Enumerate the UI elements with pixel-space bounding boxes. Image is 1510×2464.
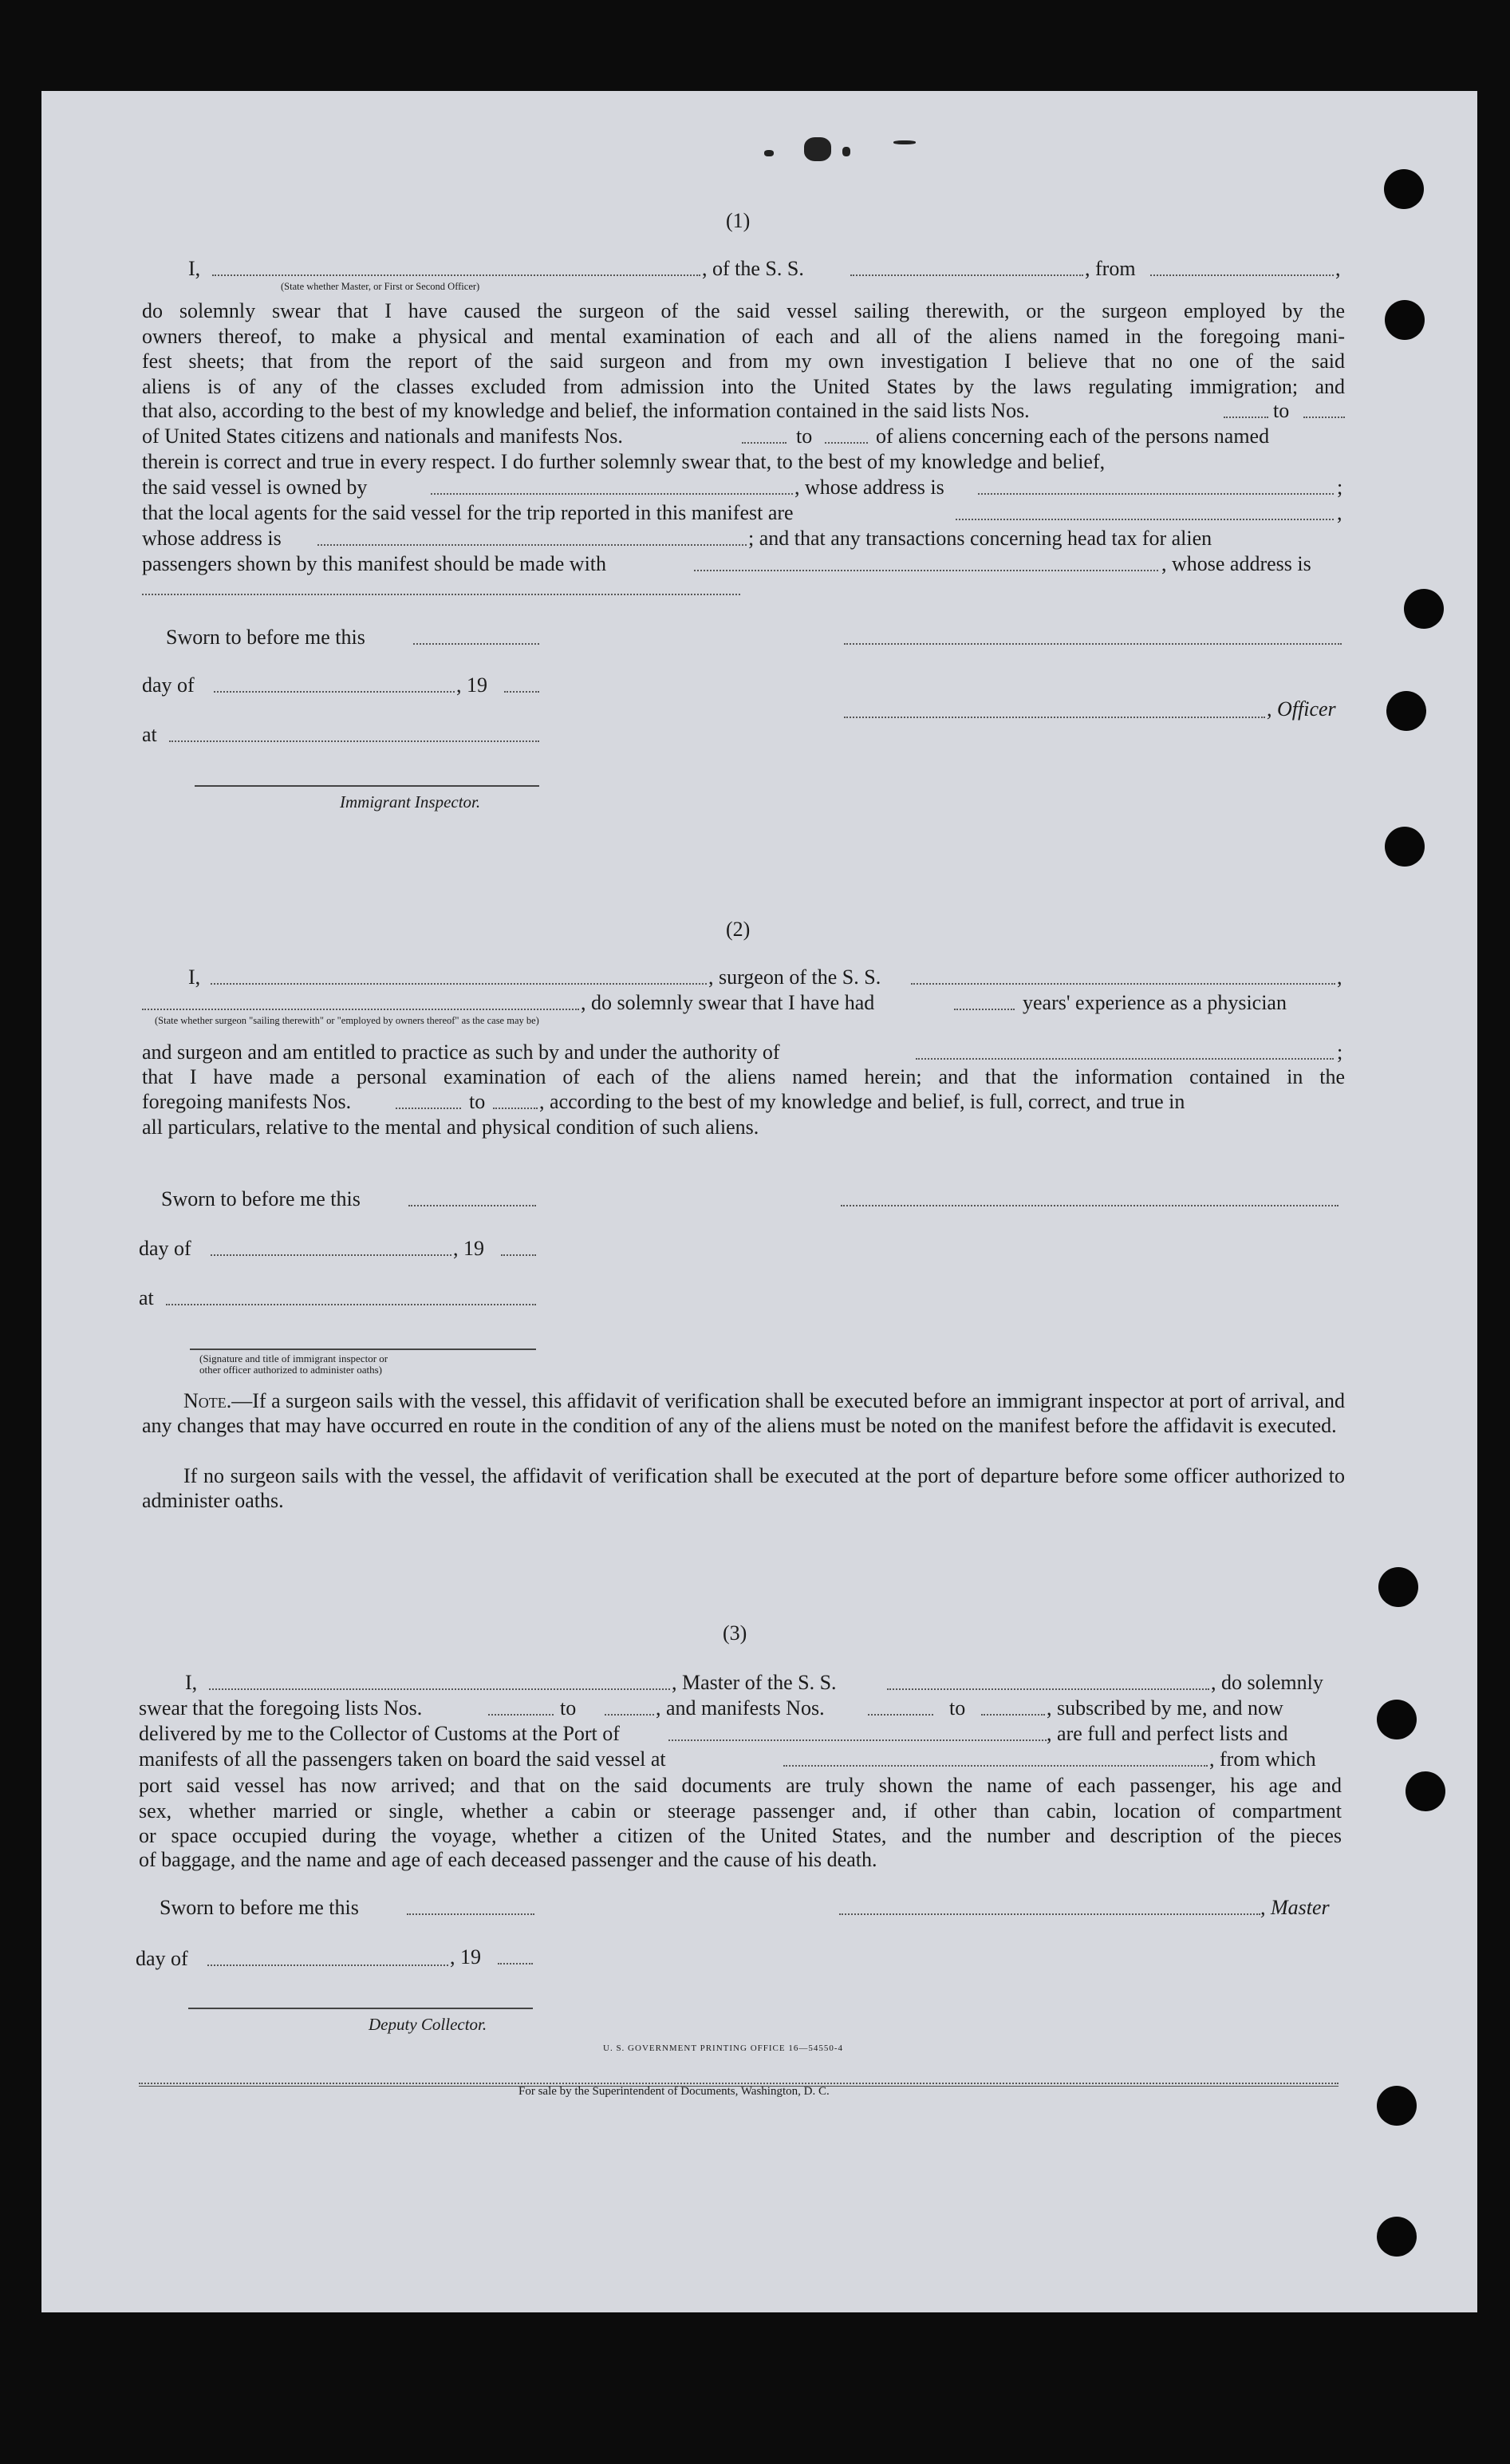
note-text: If no surgeon sails with the vessel, the affidavit of verification shall be executed at the port of departure before some officer authorized to administer oaths. (142, 1464, 1345, 1512)
officer-signature-field[interactable] (844, 717, 1265, 718)
form-text: years' experience as a physician (1023, 991, 1287, 1014)
form-text: or space occupied during the voyage, whether a citizen of the United States, and the number and description of the pieces (139, 1824, 1342, 1847)
owner-address-field[interactable] (978, 493, 1334, 495)
form-text: ; (1337, 1040, 1343, 1064)
departure-port-field[interactable] (1150, 274, 1334, 276)
ship-name-field[interactable] (850, 274, 1083, 276)
form-text: , (1337, 965, 1342, 989)
master-lists-to-field[interactable] (605, 1714, 654, 1716)
note-text: —If a surgeon sails with the vessel, this affidavit of verification shall be executed before an immigrant inspector at port of arrival, and any changes that may have occurred en route in the condition of any of the aliens must be noted on the manifest before the affidavit is executed. (142, 1389, 1345, 1437)
collector-signature-line[interactable] (188, 2008, 533, 2009)
surgeon-manifests-from-field[interactable] (396, 1108, 461, 1109)
practice-authority-field[interactable] (916, 1058, 1334, 1060)
form-text: sex, whether married or single, whether a cabin or steerage passenger and, if other than cabin, location of compartment (139, 1799, 1342, 1822)
header-ink-mark (804, 137, 831, 161)
master-lists-from-field[interactable] (488, 1714, 554, 1716)
years-experience-field[interactable] (954, 1009, 1015, 1010)
form-text: whose address is (142, 527, 282, 550)
form-text: port said vessel has now arrived; and that on the said documents are truly shown the name of each passenger, his age and (139, 1774, 1342, 1797)
form-text: to (1273, 399, 1290, 422)
form-text: , 19 (456, 673, 487, 697)
form-text: at (142, 723, 157, 746)
form-text: that I have made a personal examination of each of the aliens named herein; and that the information contained in the (142, 1065, 1345, 1088)
signature-line[interactable] (844, 643, 1342, 645)
form-text: Sworn to before me this (161, 1187, 361, 1210)
form-text: , of the S. S. (702, 257, 804, 280)
punch-hole (1404, 589, 1444, 629)
form-text: , whose address is (794, 476, 944, 499)
form-text: , according to the best of my knowledge and belief, is full, correct, and true in (539, 1090, 1185, 1113)
field-hint: other officer authorized to administer oaths) (199, 1364, 382, 1376)
form-text: , do solemnly swear that I have had (581, 991, 875, 1014)
punch-hole (1378, 1567, 1418, 1607)
master-name-field[interactable] (209, 1688, 670, 1690)
form-text: that the local agents for the said vessel for the trip reported in this manifest are (142, 501, 794, 524)
footer-rule (139, 2083, 1338, 2084)
punch-hole (1385, 827, 1425, 867)
note-paragraph (142, 1388, 1345, 1438)
surgeon-manifests-to-field[interactable] (493, 1108, 538, 1109)
form-text: I, (185, 1671, 198, 1694)
month-field[interactable] (214, 691, 455, 693)
form-text: , and manifests Nos. (656, 1696, 825, 1720)
form-text: day of (136, 1947, 188, 1970)
punch-hole (1377, 2086, 1417, 2126)
printer-imprint: U. S. GOVERNMENT PRINTING OFFICE 16—54550-4 (603, 2043, 844, 2053)
lists-to-field[interactable] (1303, 417, 1345, 418)
form-text: the said vessel is owned by (142, 476, 368, 499)
form-text: , Master of the S. S. (672, 1671, 837, 1694)
embarkation-port-field[interactable] (783, 1765, 1208, 1767)
punch-hole (1377, 2217, 1417, 2257)
surgeon-ship-field[interactable] (911, 983, 1335, 985)
oath-paragraph (142, 298, 1345, 399)
header-ink-mark (893, 140, 916, 144)
form-text: , are full and perfect lists and (1047, 1722, 1288, 1745)
section-number: (2) (726, 918, 751, 941)
section-number: (1) (726, 209, 751, 232)
punch-hole (1385, 300, 1425, 340)
inspector-signature-line[interactable] (190, 1348, 536, 1350)
form-text: day of (142, 673, 195, 697)
oath-paragraph (139, 1773, 1342, 1849)
form-text: I, (188, 257, 201, 280)
manifests-to-field[interactable] (825, 442, 868, 444)
sworn-day-field[interactable] (408, 1205, 536, 1206)
header-ink-mark (842, 147, 850, 156)
form-text: of United States citizens and nationals and manifests Nos. (142, 424, 623, 448)
surgeon-name-field[interactable] (211, 983, 707, 985)
inspector-signature-line[interactable] (195, 785, 539, 787)
form-text: , whose address is (1161, 552, 1311, 575)
manifests-from-field[interactable] (742, 442, 787, 444)
form-text: passengers shown by this manifest should be made with (142, 552, 607, 575)
field-hint: (State whether Master, or First or Second Officer) (281, 281, 480, 292)
form-text: , 19 (453, 1237, 484, 1260)
lists-from-field[interactable] (1224, 417, 1268, 418)
form-text: Immigrant Inspector. (340, 792, 481, 811)
form-text: day of (139, 1237, 191, 1260)
place-field[interactable] (169, 740, 539, 742)
form-text: manifests of all the passengers taken on board the said vessel at (139, 1747, 666, 1771)
master-manifests-from-field[interactable] (868, 1714, 933, 1716)
form-text: Deputy Collector. (369, 2015, 487, 2034)
form-text: , (1337, 501, 1342, 524)
punch-hole (1384, 169, 1424, 209)
form-text: at (139, 1286, 154, 1309)
header-ink-mark (764, 150, 774, 156)
collector-port-field[interactable] (668, 1739, 1047, 1741)
form-text: , subscribed by me, and now (1047, 1696, 1283, 1720)
sworn-day-field[interactable] (407, 1913, 534, 1915)
form-text: foregoing manifests Nos. (142, 1090, 352, 1113)
local-agents-field[interactable] (956, 519, 1334, 520)
section-number: (3) (723, 1621, 747, 1645)
sworn-day-field[interactable] (413, 643, 539, 645)
note-paragraph (142, 1463, 1345, 1513)
form-text: all particulars, relative to the mental and physical condition of such aliens. (142, 1116, 759, 1139)
master-ship-field[interactable] (887, 1688, 1209, 1690)
signature-line[interactable] (841, 1205, 1338, 1206)
field-hint: (State whether surgeon "sailing therewith" or "employed by owners thereof" as the case may be) (155, 1015, 539, 1026)
form-text: , 19 (450, 1945, 481, 1968)
form-text: to (560, 1696, 577, 1720)
footer-text: For sale by the Superintendent of Documents, Washington, D. C. (518, 2085, 830, 2098)
form-text: aliens is of any of the classes excluded from admission into the United States by the laws regulating immigration; and (142, 374, 1345, 398)
punch-hole (1377, 1700, 1417, 1739)
punch-hole (1406, 1771, 1445, 1811)
form-text: , do solemnly (1211, 1671, 1323, 1694)
master-signature-field[interactable] (839, 1913, 1260, 1915)
form-text: , (1335, 257, 1341, 280)
form-text: delivered by me to the Collector of Customs at the Port of (139, 1722, 620, 1745)
form-text: I, (188, 965, 201, 989)
note-label: Note. (183, 1389, 232, 1412)
form-text: , from (1085, 257, 1136, 280)
form-text: to (949, 1696, 966, 1720)
form-text: do solemnly swear that I have caused the surgeon of the said vessel sailing therewith, or the surgeon employed by the (142, 299, 1345, 322)
form-text: , from which (1209, 1747, 1316, 1771)
form-text: therein is correct and true in every respect. I do further solemnly swear that, to the best of my knowledge and belief, (142, 450, 1106, 473)
head-tax-contact-field[interactable] (694, 570, 1158, 571)
place-field[interactable] (166, 1304, 536, 1305)
agent-address-field[interactable] (317, 544, 747, 546)
form-text: of aliens concerning each of the persons named (876, 424, 1270, 448)
punch-hole (1386, 691, 1426, 731)
owner-field[interactable] (431, 493, 793, 495)
form-text: owners thereof, to make a physical and mental examination of each and all of the aliens named in the foregoing mani- (142, 324, 1345, 348)
year-field[interactable] (504, 691, 539, 693)
oath-paragraph (142, 1064, 1345, 1090)
form-text: that also, according to the best of my knowledge and belief, the information contained in the said lists Nos. (142, 399, 1030, 422)
field-hint: (Signature and title of immigrant inspector or (199, 1352, 388, 1364)
year-field[interactable] (498, 1963, 533, 1964)
form-text: Sworn to before me this (160, 1896, 359, 1919)
form-text: , surgeon of the S. S. (708, 965, 881, 989)
month-field[interactable] (211, 1254, 451, 1256)
form-text: , Master (1260, 1896, 1330, 1919)
form-text: to (796, 424, 813, 448)
form-text: Sworn to before me this (166, 626, 365, 649)
year-field[interactable] (501, 1254, 536, 1256)
master-manifests-to-field[interactable] (981, 1714, 1045, 1716)
form-text: ; (1337, 476, 1343, 499)
form-text: of baggage, and the name and age of each deceased passenger and the cause of his death. (139, 1848, 877, 1871)
officer-name-field[interactable] (212, 274, 700, 276)
month-field[interactable] (207, 1964, 448, 1966)
surgeon-status-field[interactable] (142, 1009, 579, 1010)
head-tax-address-field[interactable] (142, 594, 740, 595)
form-text: , Officer (1267, 697, 1336, 721)
form-text: to (469, 1090, 486, 1113)
form-text: fest sheets; that from the report of the said surgeon and from my own investigation I believe that no one of the said (142, 349, 1345, 373)
form-text: and surgeon and am entitled to practice as such by and under the authority of (142, 1040, 780, 1064)
form-text: swear that the foregoing lists Nos. (139, 1696, 423, 1720)
form-text: ; and that any transactions concerning head tax for alien (748, 527, 1212, 550)
